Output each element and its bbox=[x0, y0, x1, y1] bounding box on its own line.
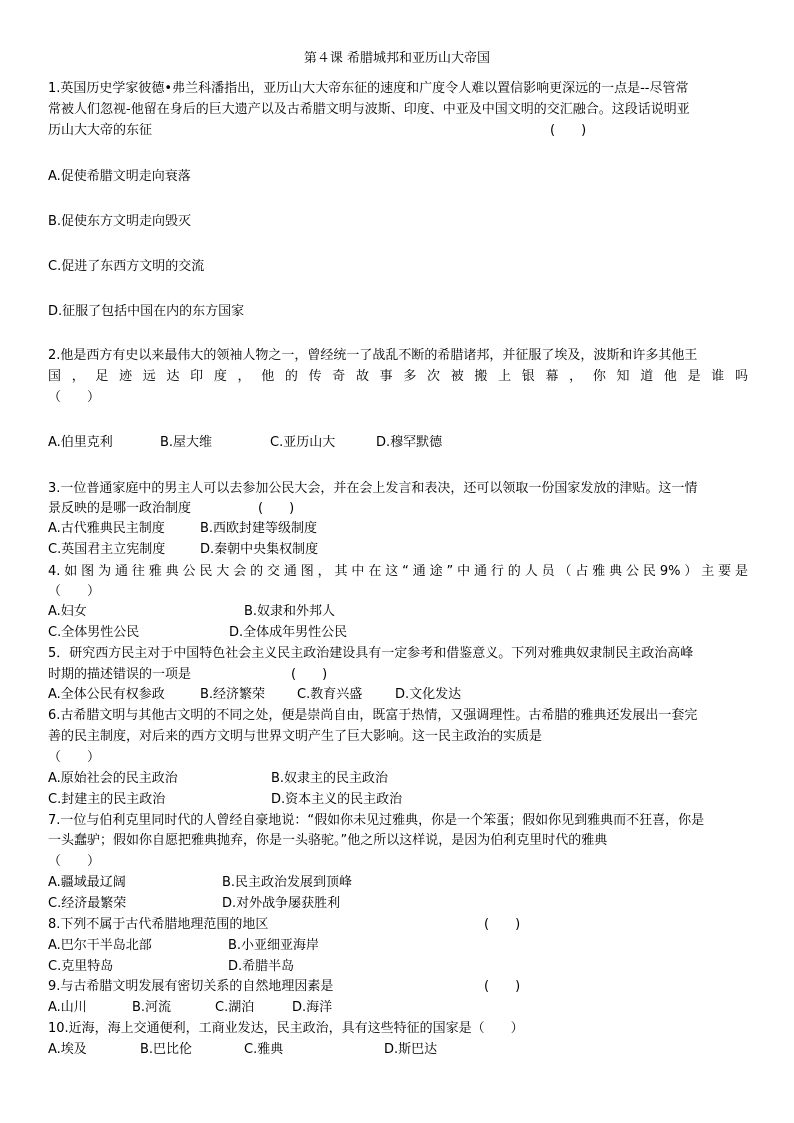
q3-option-d: D.秦朝中央集权制度 bbox=[200, 542, 319, 557]
q4-option-c: C.全体男性公民 bbox=[48, 625, 140, 640]
q2-option-c: C.亚历山大 bbox=[270, 435, 336, 450]
q3-option-a: A.古代雅典民主制度 bbox=[48, 521, 165, 536]
q6-option-a: A.原始社会的民主政治 bbox=[48, 771, 178, 786]
q6-option-d: D.资本主义的民主政治 bbox=[271, 792, 403, 807]
q7-line3: （ ） bbox=[48, 854, 101, 869]
q1-option-c: C.促进了东西方文明的交流 bbox=[48, 259, 205, 274]
q5-answer-paren: ( ) bbox=[291, 667, 328, 682]
q1-option-d: D.征服了包括中国在内的东方国家 bbox=[48, 304, 245, 319]
q4-options-row1 bbox=[48, 603, 335, 621]
q7-line2: 一头蠢驴；假如你自愿把雅典抛弃，你是一头骆驼。”他之所以这样说，是因为伯利克里时代的雅典 bbox=[48, 833, 608, 848]
q5-options bbox=[48, 686, 461, 704]
q8-answer-paren: ( ) bbox=[484, 917, 521, 932]
q8-options-row2 bbox=[48, 958, 294, 976]
q7-option-c: C.经济最繁荣 bbox=[48, 896, 127, 911]
q5-option-d: D.文化发达 bbox=[395, 687, 462, 702]
q5-line2: 时期的描述错误的一项是 bbox=[48, 667, 192, 682]
q4-line1: 4.如图为通往雅典公民大会的交通图，其中在这“通途”中通行的人员（占雅典公民9%）主要是 bbox=[48, 564, 748, 579]
q1-option-a: A.促使希腊文明走向衰落 bbox=[48, 169, 191, 184]
q2-options bbox=[48, 434, 442, 452]
q3-line2: 景反映的是哪一政治制度 bbox=[48, 501, 192, 516]
q9-answer-paren: ( ) bbox=[484, 979, 521, 994]
q1-option-b: B.促使东方文明走向毁灭 bbox=[48, 214, 192, 229]
q4-option-d: D.全体成年男性公民 bbox=[229, 625, 348, 640]
q2-line2: 国，足迹远达印度，他的传奇故事多次被搬上银幕，你知道他是谁吗 bbox=[48, 369, 748, 384]
q10-line1: 10.近海，海上交通便利，工商业发达，民主政治，具有这些特征的国家是（ ） bbox=[48, 1021, 524, 1036]
q8-option-d: D.希腊半岛 bbox=[228, 959, 295, 974]
q9-option-c: C.湖泊 bbox=[215, 1000, 255, 1015]
q2-line1: 2.他是西方有史以来最伟大的领袖人物之一，曾经统一了战乱不断的希腊诸邦，并征服了埃及，波斯和许多其他王 bbox=[48, 348, 698, 363]
q7-options-row1 bbox=[48, 874, 352, 892]
q3-options-row2 bbox=[48, 541, 318, 559]
q6-option-b: B.奴隶主的民主政治 bbox=[271, 771, 389, 786]
q5-option-c: C.教育兴盛 bbox=[297, 687, 363, 702]
q2-option-b: B.屋大维 bbox=[160, 435, 213, 450]
q4-option-b: B.奴隶和外邦人 bbox=[244, 604, 336, 619]
q8-line1: 8.下列不属于古代希腊地理范围的地区 bbox=[48, 917, 269, 932]
q10-option-a: A.埃及 bbox=[48, 1042, 87, 1057]
q9-option-d: D.海洋 bbox=[292, 1000, 333, 1015]
q8-option-c: C.克里特岛 bbox=[48, 959, 114, 974]
q1-answer-paren: ( ) bbox=[550, 123, 587, 138]
q10-option-b: B.巴比伦 bbox=[140, 1042, 193, 1057]
q1-line1: 1.英国历史学家彼德•弗兰科潘指出，亚历山大大帝东征的速度和广度令人难以置信影响更深远的一点是--尽管常 bbox=[48, 81, 689, 96]
q6-options-row2 bbox=[48, 791, 402, 809]
q4-line2: （ ） bbox=[48, 584, 101, 599]
q7-options-row2 bbox=[48, 895, 340, 913]
q6-option-c: C.封建主的民主政治 bbox=[48, 792, 166, 807]
q3-option-b: B.西欧封建等级制度 bbox=[200, 521, 318, 536]
q6-line1: 6.古希腊文明与其他古文明的不同之处，便是崇尚自由，既富于热情，又强调理性。古希腊的雅典还发展出一套完 bbox=[48, 708, 698, 723]
q4-options-row2 bbox=[48, 624, 347, 642]
q5-option-a: A.全体公民有权参政 bbox=[48, 687, 165, 702]
q8-options-row1 bbox=[48, 937, 319, 955]
q7-option-d: D.对外战争屡获胜利 bbox=[222, 896, 341, 911]
q1-line3: 历山大大帝的东征 bbox=[48, 123, 153, 138]
q7-option-a: A.疆域最辽阔 bbox=[48, 875, 126, 890]
q10-option-d: D.斯巴达 bbox=[384, 1042, 438, 1057]
q2-option-d: D.穆罕默德 bbox=[376, 435, 443, 450]
q9-line1: 9.与古希腊文明发展有密切关系的自然地理因素是 bbox=[48, 979, 334, 994]
q8-option-b: B.小亚细亚海岸 bbox=[228, 938, 320, 953]
q9-option-a: A.山川 bbox=[48, 1000, 87, 1015]
q10-options bbox=[48, 1041, 437, 1059]
q3-options-row1 bbox=[48, 520, 317, 538]
q5-line1: 5．研究西方民主对于中国特色社会主义民主政治建设具有一定参考和借鉴意义。下列对雅典奴隶制民主政治高峰 bbox=[48, 646, 694, 661]
q7-option-b: B.民主政治发展到顶峰 bbox=[222, 875, 353, 890]
q1-line2: 常被人们忽视-他留在身后的巨大遗产以及古希腊文明与波斯、印度、中亚及中国文明的交汇融合。这段话说明亚 bbox=[48, 102, 690, 117]
q6-options-row1 bbox=[48, 770, 388, 788]
q5-option-b: B.经济繁荣 bbox=[200, 687, 266, 702]
q3-option-c: C.英国君主立宪制度 bbox=[48, 542, 166, 557]
q9-option-b: B.河流 bbox=[132, 1000, 172, 1015]
q9-options bbox=[48, 999, 332, 1017]
q4-option-a: A.妇女 bbox=[48, 604, 87, 619]
page-title: 第４课 希腊城邦和亚历山大帝国 bbox=[303, 51, 491, 66]
q6-line3: （ ） bbox=[48, 750, 101, 765]
q8-option-a: A.巴尔干半岛北部 bbox=[48, 938, 152, 953]
q2-line3: （ ） bbox=[48, 390, 101, 405]
q3-answer-paren: ( ) bbox=[258, 501, 295, 516]
q3-line1: 3.一位普通家庭中的男主人可以去参加公民大会，并在会上发言和表决，还可以领取一份国家发放的津贴。这一情 bbox=[48, 481, 698, 496]
q2-option-a: A.伯里克利 bbox=[48, 435, 113, 450]
q7-line1: 7.一位与伯利克里同时代的人曾经自豪地说：“假如你未见过雅典，你是一个笨蛋；假如你见到雅典而不狂喜，你是 bbox=[48, 813, 705, 828]
q10-option-c: C.雅典 bbox=[244, 1042, 284, 1057]
q6-line2: 善的民主制度，对后来的西方文明与世界文明产生了巨大影响。这一民主政治的实质是 bbox=[48, 729, 543, 744]
